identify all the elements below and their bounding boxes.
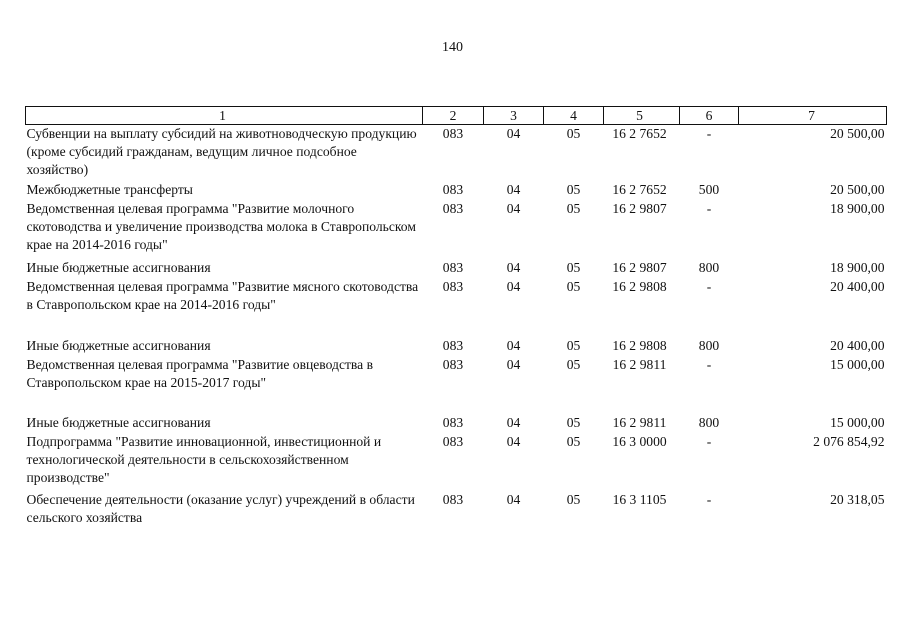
row-subsection: 05 [566, 337, 581, 353]
table-header-row [26, 107, 887, 125]
header-col-3: 3 [484, 107, 544, 125]
row-amount: 20 400,00 [830, 337, 885, 353]
row-amount: 20 500,00 [830, 181, 885, 197]
row-target-code: 16 2 9808 [612, 278, 667, 294]
row-amount: 20 400,00 [830, 278, 885, 294]
row-expense-type: 800 [698, 259, 720, 275]
row-name: Межбюджетные трансферты [26, 181, 193, 197]
row-target-code: 16 2 9807 [612, 259, 667, 275]
header-col-7: 7 [739, 107, 887, 125]
row-section: 04 [506, 278, 521, 294]
row-name: Ведомственная целевая программа "Развитие молочного скотоводства и увеличение производства молока в Ставропольском крае на 2014-2016 годы" [26, 200, 416, 252]
row-name: Ведомственная целевая программа "Развитие мясного скотоводства в Ставропольском крае на 2014-2016 годы" [26, 278, 419, 312]
row-admin-code: 083 [442, 337, 464, 353]
row-admin-code: 083 [442, 259, 464, 275]
row-admin-code: 083 [442, 414, 464, 430]
row-expense-type: - [706, 356, 712, 372]
row-section: 04 [506, 414, 521, 430]
table-row [26, 125, 887, 181]
row-admin-code: 083 [442, 433, 464, 449]
table-row [26, 259, 887, 278]
budget-table [25, 106, 887, 531]
row-section: 04 [506, 356, 521, 372]
row-subsection: 05 [566, 414, 581, 430]
row-expense-type: - [706, 433, 712, 449]
row-subsection: 05 [566, 278, 581, 294]
row-admin-code: 083 [442, 278, 464, 294]
table-row [26, 181, 887, 200]
row-section: 04 [506, 200, 521, 216]
row-amount: 15 000,00 [830, 356, 885, 372]
row-name: Субвенции на выплату субсидий на животноводческую продукцию (кроме субсидий гражданам, ведущим личное подсобное хозяйство) [26, 126, 417, 177]
row-name: Ведомственная целевая программа "Развитие овцеводства в Ставропольском крае на 2015-2017 годы" [26, 356, 374, 390]
row-subsection: 05 [566, 259, 581, 275]
header-col-5: 5 [604, 107, 680, 125]
row-target-code: 16 2 7652 [612, 126, 667, 141]
table-row [26, 200, 887, 259]
row-name: Иные бюджетные ассигнования [26, 337, 211, 353]
page-number: 140 [442, 40, 463, 55]
row-target-code: 16 3 0000 [612, 433, 667, 449]
row-target-code: 16 2 9811 [612, 356, 667, 372]
row-section: 04 [506, 337, 521, 353]
row-section: 04 [506, 181, 521, 197]
row-subsection: 05 [566, 356, 581, 372]
row-expense-type: 800 [698, 414, 720, 430]
row-expense-type: - [706, 126, 712, 141]
row-target-code: 16 2 9807 [612, 200, 667, 216]
table-row [26, 433, 887, 491]
row-admin-code: 083 [442, 491, 464, 507]
row-name: Подпрограмма "Развитие инновационной, инвестиционной и технологической деятельности в сельскохозяйственном производстве" [26, 433, 382, 485]
header-col-4: 4 [544, 107, 604, 125]
row-target-code: 16 2 9811 [612, 414, 667, 430]
row-name: Иные бюджетные ассигнования [26, 259, 211, 275]
row-amount: 20 318,05 [830, 491, 885, 507]
row-admin-code: 083 [442, 200, 464, 216]
row-expense-type: 800 [698, 337, 720, 353]
row-amount: 2 076 854,92 [813, 433, 885, 449]
row-target-code: 16 2 9808 [612, 337, 667, 353]
row-section: 04 [506, 433, 521, 449]
row-section: 04 [506, 491, 521, 507]
table-row [26, 491, 887, 531]
row-subsection: 05 [566, 181, 581, 197]
row-amount: 18 900,00 [830, 259, 885, 275]
row-amount: 15 000,00 [830, 414, 885, 430]
row-target-code: 16 3 1105 [612, 491, 667, 507]
table-row [26, 414, 887, 433]
row-section: 04 [506, 259, 521, 275]
row-subsection: 05 [566, 126, 581, 141]
row-subsection: 05 [566, 433, 581, 449]
row-expense-type: - [706, 278, 712, 294]
row-section: 04 [506, 126, 521, 141]
row-expense-type: - [706, 200, 712, 216]
row-amount: 18 900,00 [830, 200, 885, 216]
row-subsection: 05 [566, 200, 581, 216]
row-name: Обеспечение деятельности (оказание услуг) учреждений в области сельского хозяйства [26, 491, 415, 525]
header-col-6: 6 [680, 107, 739, 125]
header-col-1: 1 [26, 107, 423, 125]
row-admin-code: 083 [442, 356, 464, 372]
row-target-code: 16 2 7652 [612, 181, 667, 197]
row-name: Иные бюджетные ассигнования [26, 414, 211, 430]
row-subsection: 05 [566, 491, 581, 507]
row-expense-type: 500 [698, 181, 720, 197]
row-admin-code: 083 [442, 126, 464, 141]
header-col-2: 2 [423, 107, 484, 125]
table-row [26, 356, 887, 414]
row-amount: 20 500,00 [830, 126, 885, 141]
table-row [26, 278, 887, 337]
table-row [26, 337, 887, 356]
row-expense-type: - [706, 491, 712, 507]
row-admin-code: 083 [442, 181, 464, 197]
